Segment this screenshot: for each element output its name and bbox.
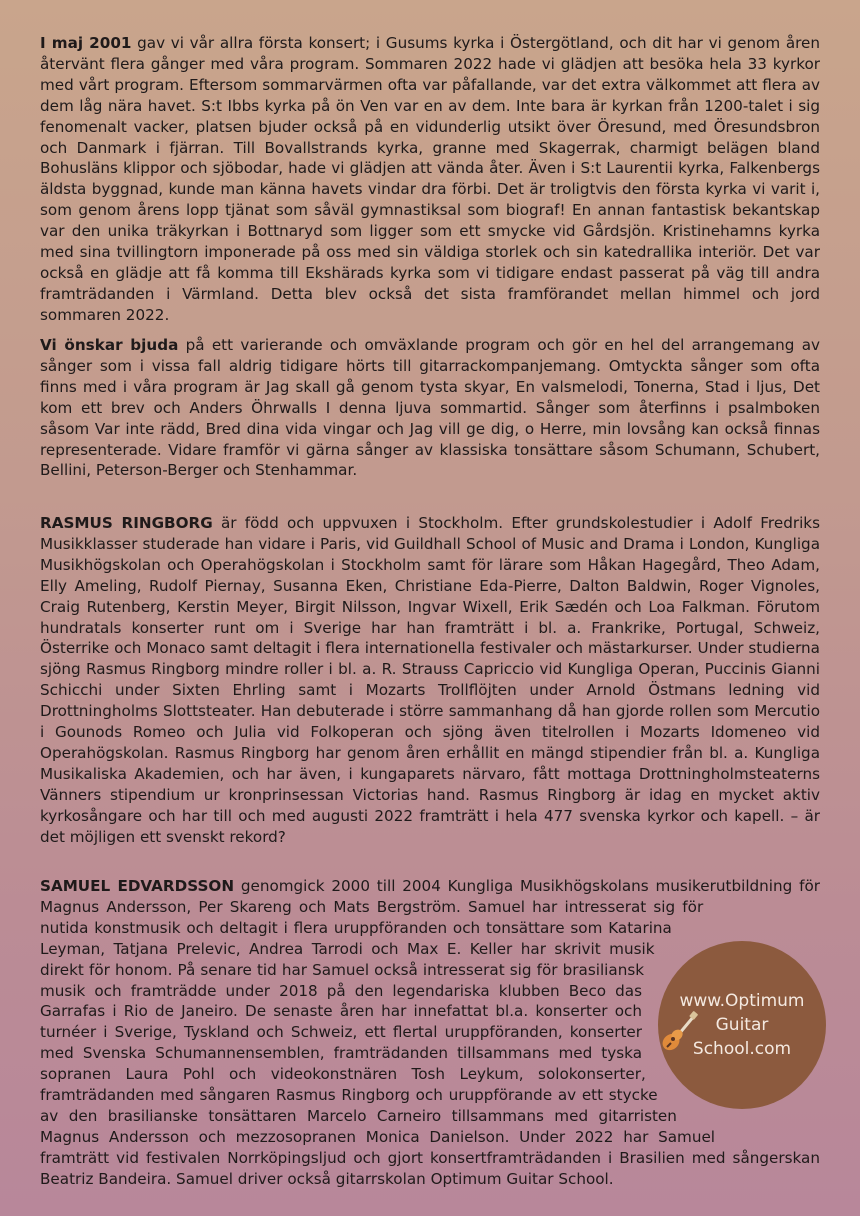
paragraph-lead: RASMUS RINGBORG xyxy=(40,514,213,532)
badge-line-1: www.Optimum xyxy=(679,991,805,1011)
paragraph-text: på ett varierande och omväxlande program och gör en hel del arrangemang av sånger som i vissa fall aldrig tidigare hörts till gitarrackompanjemang. Omtyckta sånger som ofta finns med i våra program är Jag skall gå genom tysta skyar, En valsmelodi, Tonerna, Stad i ljus, Det kom ett brev och Anders Öhrwalls I denna ljuva sommartid. Sånger som återfinns i psalmboken såsom Var inte rädd, Bred dina vida vingar och Jag vill ge dig, o Herre, min lovsång kan också finnas representerade. Vidare framför vi gärna sånger av klassiska tonsättare såsom Schumann, Schubert, Bellini, Peterson-Berger och Stenhammar. xyxy=(40,336,820,480)
guitar-icon xyxy=(660,1010,700,1054)
badge-line-3: School.com xyxy=(692,1039,792,1059)
paragraph-lead: I maj 2001 xyxy=(40,34,132,52)
paragraph-lead: SAMUEL EDVARDSSON xyxy=(40,877,235,895)
badge-line-2: Guitar xyxy=(715,1015,769,1035)
paragraph-program xyxy=(40,335,820,481)
paragraph-rasmus-ringborg xyxy=(40,513,820,848)
paragraph-concerts xyxy=(40,33,820,326)
paragraph-text: genomgick 2000 till 2004 Kungliga Musikhögskolans musikerutbildning för Magnus Andersson, Per Skareng och Mats Bergström. Samuel har intresserat sig för nutida konstmusik och deltagit i flera uruppföranden och tonsättare som Katarina Leyman, Tatjana Prelevic, Andrea Tarrodi och Max E. Keller har skrivit musik direkt för honom. På senare tid har Samuel också intresserat sig för brasiliansk musik och framträdde under 2018 på den legendariska klubben Beco das Garrafas i Rio de Janeiro. De senaste åren har innefattat bl.a. konserter och turnéer i Sverige, Tyskland och Schweiz, ett flertal uruppföranden, konserter med Svenska Schumannensemblen, framträdanden tillsammans med tyska sopranen Laura Pohl och videokonstnären Tosh Leykum, solokonserter, framträdanden med sångaren Rasmus Ringborg och uruppförande av ett stycke av den brasilianske tonsättaren Marcelo Carneiro tillsammans med gitarristen Magnus Andersson och mezzosopranen Monica Danielson. Under 2022 har Samuel framträtt vid festivalen Norrköpingsljud och gjort konsertframträdanden i Brasilien med sångerskan Beatriz Bandeira. Samuel driver också gitarrskolan Optimum Guitar School. xyxy=(40,877,820,1188)
paragraph-text: är född och uppvuxen i Stockholm. Efter grundskolestudier i Adolf Fredriks Musikklasser studerade han vidare i Paris, vid Guildhall School of Music and Drama i London, Kungliga Musikhögskolan och Operahögskolan i Stockholm samt för lärare som Håkan Hagegård, Theo Adam, Elly Ameling, Rudolf Piernay, Susanna Eken, Christiane Eda-Pierre, Dalton Baldwin, Roger Vignoles, Craig Rutenberg, Kerstin Meyer, Birgit Nilsson, Ingvar Wixell, Erik Sædén och Loa Falkman. Förutom hundratals konserter runt om i Sverige har han framträtt i bl. a. Frankrike, Portugal, Schweiz, Österrike och Monaco samt deltagit i flera internationella festivaler och mästarkurser. Under studierna sjöng Rasmus Ringborg mindre roller i bl. a. R. Strauss Capriccio vid Kungliga Operan, Puccinis Gianni Schicchi under Sixten Ehrling samt i Mozarts Trollflöjten under Arnold Östmans ledning vid Drottningholms Slottsteater. Han debuterade i större sammanhang då han gjorde rollen som Mercutio i Gounods Romeo och Julia vid Folkoperan och sjöng även titelrollen i Mozarts Idomeneo vid Operahögskolan. Rasmus Ringborg har genom åren erhållit en mängd stipendier från bl. a. Kungliga Musikaliska Akademien, och har även, i kungaparets närvaro, fått mottaga Drottningholmsteaterns Vänners stipendium ur kronprinsessan Victorias hand. Rasmus Ringborg är idag en mycket aktiv kyrkosångare och har till och med augusti 2022 framträtt i hela 477 svenska kyrkor och kapell. – är det möjligen ett svenskt rekord? xyxy=(40,514,821,846)
paragraph-lead: Vi önskar bjuda xyxy=(40,336,179,354)
paragraph-text: gav vi vår allra första konsert; i Gusums kyrka i Östergötland, och dit har vi genom åren återvänt flera gånger med våra program. Sommaren 2022 hade vi glädjen att besöka hela 33 kyrkor med vårt program. Eftersom sommarvärmen ofta var påfallande, var det extra välkommet att flera av dem låg nära havet. S:t Ibbs kyrka på ön Ven var en av dem. Inte bara är kyrkan från 1200-talet i sig fenomenalt vacker, platsen bjuder också på en vidunderlig utsikt över Öresund, med Öresundsbron och Danmark i fjärran. Till Bovallstrands kyrka, granne med Skagerrak, charmigt belägen bland Bohusläns klippor och sjöbodar, hade vi glädjen att vända åter. Även i S:t Laurentii kyrka, Falkenbergs äldsta byggnad, kunde man känna havets vindar dra förbi. Det är troligtvis den första kyrka vi varit i, som genom årens lopp tjänat som såväl gymnastiksal som biograf! En annan fantastisk bekantskap var den unika träkyrkan i Bottnaryd som ligger som ett smycke vid Gårdsjön. Kristinehamns kyrka med sina tvillingtorn imponerade på oss med sin väldiga storlek och sin katedrallika interiör. Det var också en glädje att få komma till Ekshärads kyrka som vi tidigare endast passerat på väg till andra framträdanden i Värmland. Detta blev också det sista framförandet mellan himmel och jord sommaren 2022. xyxy=(40,34,821,324)
